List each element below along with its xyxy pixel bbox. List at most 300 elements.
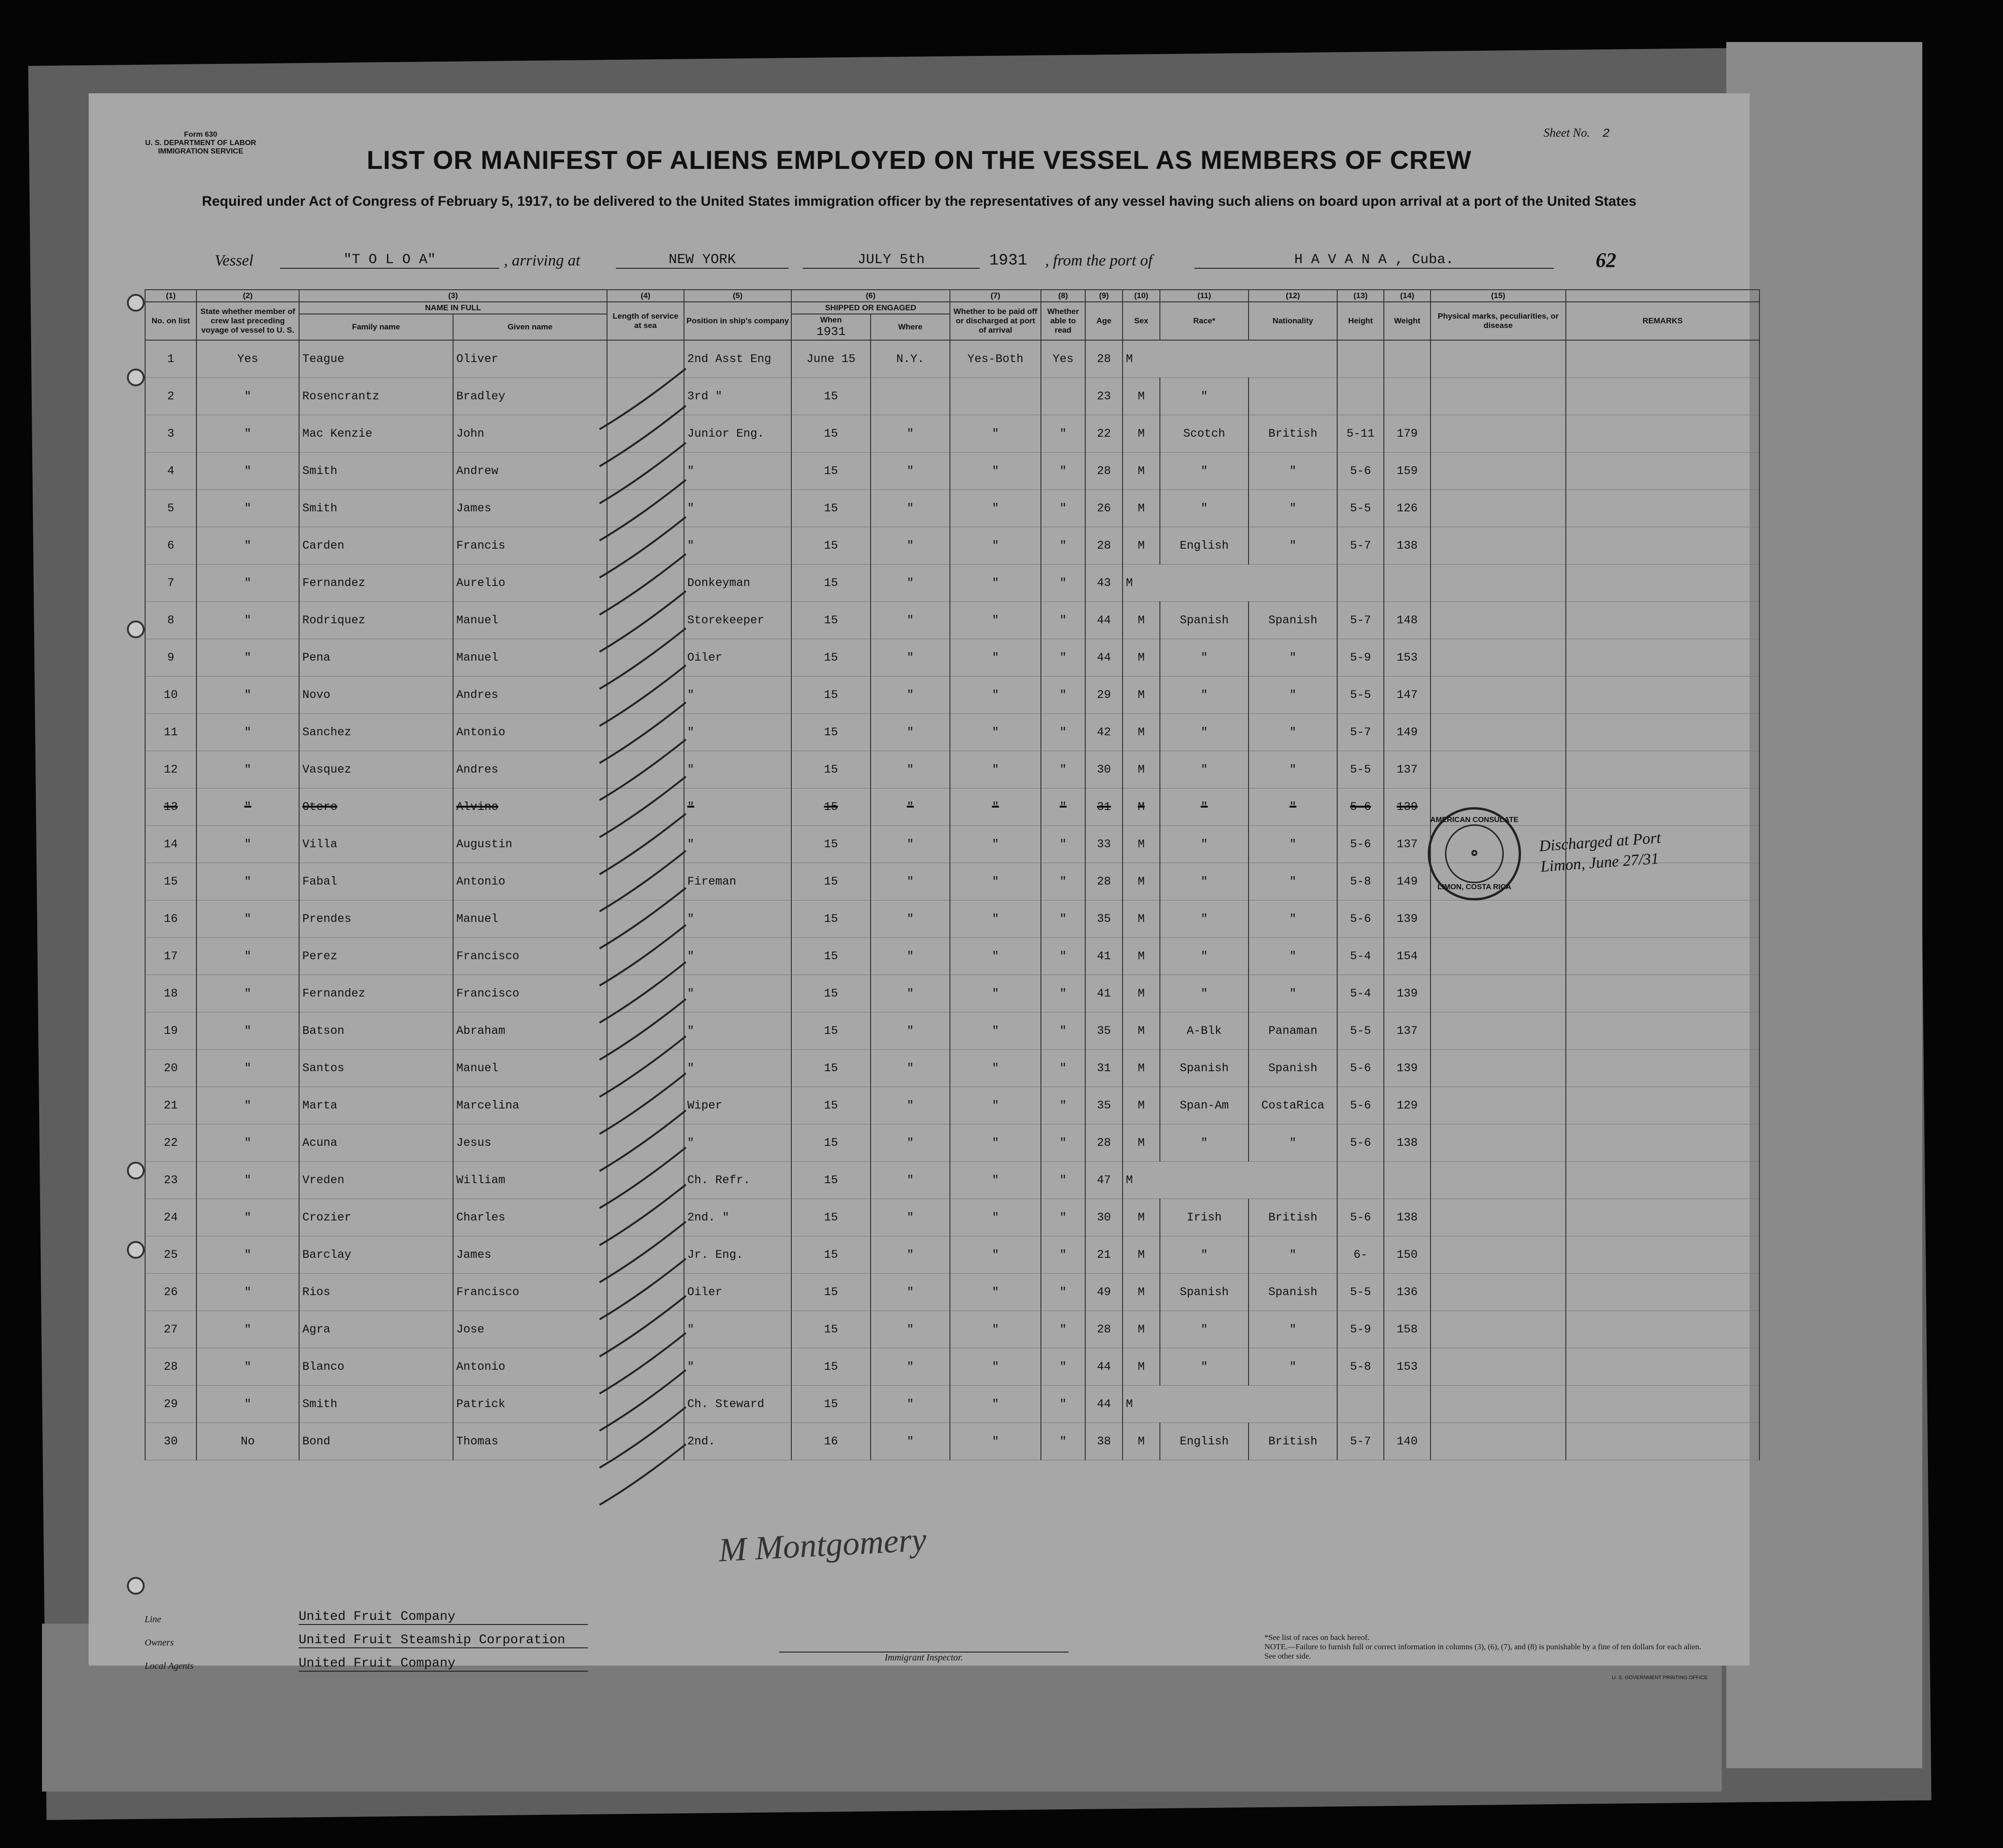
table-row bbox=[145, 975, 1759, 1012]
cell-last-voyage: " bbox=[196, 1274, 299, 1311]
cell-when: 15 bbox=[791, 975, 871, 1012]
cell-physical-marks bbox=[1431, 340, 1566, 378]
signature: M Montgomery bbox=[718, 1520, 928, 1569]
cell-height: 5-6 bbox=[1337, 453, 1384, 490]
cell-remarks bbox=[1566, 714, 1759, 751]
cell-age: 44 bbox=[1085, 1348, 1123, 1386]
cell-paid-off: " bbox=[950, 714, 1041, 751]
cell-able-to-read: " bbox=[1041, 714, 1085, 751]
cell-when: 15 bbox=[791, 1348, 871, 1386]
cell-length-of-service bbox=[607, 826, 684, 863]
cell-height: 5-9 bbox=[1337, 639, 1384, 676]
cell-paid-off: " bbox=[950, 639, 1041, 676]
cell-remarks bbox=[1566, 565, 1759, 602]
cell-age: 49 bbox=[1085, 1274, 1123, 1311]
binder-hole-icon bbox=[127, 294, 145, 312]
cell-family-name: Novo bbox=[299, 676, 453, 714]
cell-when: 15 bbox=[791, 676, 871, 714]
cell-when: 15 bbox=[791, 1386, 871, 1423]
cell-where: " bbox=[871, 453, 950, 490]
cell-paid-off: " bbox=[950, 751, 1041, 788]
vessel-line bbox=[215, 249, 1708, 275]
cell-physical-marks bbox=[1431, 676, 1566, 714]
cell-height bbox=[1337, 1162, 1384, 1199]
cell-position: " bbox=[684, 788, 791, 826]
cell-height: 5-9 bbox=[1337, 1311, 1384, 1348]
cell-remarks bbox=[1566, 527, 1759, 565]
cell-sex: M bbox=[1123, 714, 1160, 751]
cell-given-name: Francisco bbox=[453, 1274, 607, 1311]
cell-weight: 153 bbox=[1384, 639, 1431, 676]
cell-weight: 147 bbox=[1384, 676, 1431, 714]
cell-given-name: William bbox=[453, 1162, 607, 1199]
binder-hole-icon bbox=[127, 1241, 145, 1259]
cell-physical-marks bbox=[1431, 1311, 1566, 1348]
cell-weight: 149 bbox=[1384, 863, 1431, 900]
table-row bbox=[145, 938, 1759, 975]
cell-family-name: Otero bbox=[299, 788, 453, 826]
cell-nationality bbox=[1249, 378, 1337, 415]
cell-when: 15 bbox=[791, 453, 871, 490]
cell-no: 14 bbox=[145, 826, 196, 863]
cell-physical-marks bbox=[1431, 415, 1566, 453]
table-row bbox=[145, 1386, 1759, 1423]
cell-last-voyage: " bbox=[196, 863, 299, 900]
printer-mark: U. S. GOVERNMENT PRINTING OFFICE bbox=[1612, 1675, 1708, 1681]
cell-last-voyage: Yes bbox=[196, 340, 299, 378]
cell-race: " bbox=[1160, 900, 1249, 938]
cell-sex: M bbox=[1123, 826, 1160, 863]
from-label: , from the port of bbox=[1045, 252, 1153, 269]
cell-given-name: Manuel bbox=[453, 639, 607, 676]
handwritten-annotation: Discharged at Port Limon, June 27/31 bbox=[1538, 829, 1661, 876]
stamp-text: AMERICAN CONSULATE bbox=[1430, 816, 1519, 824]
cell-sex: M bbox=[1123, 676, 1160, 714]
cell-race: Spanish bbox=[1160, 1274, 1249, 1311]
cell-when: 15 bbox=[791, 1162, 871, 1199]
cell-no: 24 bbox=[145, 1199, 196, 1236]
cell-given-name: Oliver bbox=[453, 340, 607, 378]
cell-able-to-read: " bbox=[1041, 900, 1085, 938]
cell-where: N.Y. bbox=[871, 340, 950, 378]
col-num bbox=[1566, 290, 1759, 302]
col-num: (5) bbox=[684, 290, 791, 302]
cell-family-name: Blanco bbox=[299, 1348, 453, 1386]
sheet-number bbox=[1543, 126, 1610, 140]
cell-where: " bbox=[871, 1162, 950, 1199]
arrival-year: 1931 bbox=[989, 252, 1027, 270]
cell-last-voyage: " bbox=[196, 639, 299, 676]
cell-sex: M bbox=[1123, 1274, 1160, 1311]
cell-weight: 139 bbox=[1384, 788, 1431, 826]
cell-where: " bbox=[871, 1274, 950, 1311]
cell-where: " bbox=[871, 1124, 950, 1162]
cell-length-of-service bbox=[607, 1124, 684, 1162]
cell-length-of-service bbox=[607, 1348, 684, 1386]
cell-height: 5-8 bbox=[1337, 1348, 1384, 1386]
col-num: (9) bbox=[1085, 290, 1123, 302]
cell-nationality: " bbox=[1249, 938, 1337, 975]
cell-last-voyage: " bbox=[196, 1087, 299, 1124]
cell-able-to-read: " bbox=[1041, 1162, 1085, 1199]
table-row bbox=[145, 1311, 1759, 1348]
cell-physical-marks bbox=[1431, 453, 1566, 490]
cell-paid-off: " bbox=[950, 453, 1041, 490]
when-label: When bbox=[820, 315, 842, 324]
cell-last-voyage: " bbox=[196, 751, 299, 788]
cell-sex: M bbox=[1123, 1348, 1160, 1386]
cell-given-name: Jose bbox=[453, 1311, 607, 1348]
cell-no: 15 bbox=[145, 863, 196, 900]
cell-race: " bbox=[1160, 1311, 1249, 1348]
cell-position: " bbox=[684, 490, 791, 527]
cell-physical-marks bbox=[1431, 1162, 1566, 1199]
cell-physical-marks bbox=[1431, 975, 1566, 1012]
cell-family-name: Fernandez bbox=[299, 975, 453, 1012]
cell-able-to-read: " bbox=[1041, 490, 1085, 527]
cell-sex: M bbox=[1123, 1311, 1160, 1348]
cell-height: 5-8 bbox=[1337, 863, 1384, 900]
cell-paid-off: " bbox=[950, 975, 1041, 1012]
cell-race: " bbox=[1160, 676, 1249, 714]
cell-when: 15 bbox=[791, 826, 871, 863]
cell-race: English bbox=[1160, 527, 1249, 565]
cell-remarks bbox=[1566, 1050, 1759, 1087]
col-num: (10) bbox=[1123, 290, 1160, 302]
header-where: Where bbox=[871, 314, 950, 340]
cell-age: 43 bbox=[1085, 565, 1123, 602]
cell-physical-marks bbox=[1431, 565, 1566, 602]
cell-race: " bbox=[1160, 938, 1249, 975]
cell-weight: 139 bbox=[1384, 975, 1431, 1012]
header-sex: Sex bbox=[1123, 302, 1160, 340]
cell-when: 15 bbox=[791, 490, 871, 527]
cell-sex: M bbox=[1123, 602, 1160, 639]
cell-given-name: Manuel bbox=[453, 1050, 607, 1087]
table-row bbox=[145, 415, 1759, 453]
cell-height bbox=[1337, 1386, 1384, 1423]
cell-sex: M bbox=[1123, 1162, 1337, 1199]
cell-no: 19 bbox=[145, 1012, 196, 1050]
cell-no: 30 bbox=[145, 1423, 196, 1460]
cell-last-voyage: " bbox=[196, 1012, 299, 1050]
cell-weight: 158 bbox=[1384, 1311, 1431, 1348]
cell-able-to-read: " bbox=[1041, 938, 1085, 975]
cell-paid-off: " bbox=[950, 1311, 1041, 1348]
cell-sex: M bbox=[1123, 1087, 1160, 1124]
cell-family-name: Santos bbox=[299, 1050, 453, 1087]
cell-nationality: " bbox=[1249, 788, 1337, 826]
cell-family-name: Rios bbox=[299, 1274, 453, 1311]
cell-race: English bbox=[1160, 1423, 1249, 1460]
binder-hole-icon bbox=[127, 369, 145, 386]
cell-paid-off: " bbox=[950, 863, 1041, 900]
cell-when: 15 bbox=[791, 751, 871, 788]
cell-family-name: Bond bbox=[299, 1423, 453, 1460]
col-num: (14) bbox=[1384, 290, 1431, 302]
from-port: H A V A N A , Cuba. bbox=[1194, 252, 1554, 269]
cell-given-name: Alvino bbox=[453, 788, 607, 826]
cell-where: " bbox=[871, 490, 950, 527]
cell-where: " bbox=[871, 676, 950, 714]
crew-table-body bbox=[145, 340, 1759, 1460]
header-paid-off: Whether to be paid off or discharged at port of arrival bbox=[950, 302, 1041, 340]
cell-paid-off: " bbox=[950, 1423, 1041, 1460]
cell-able-to-read: Yes bbox=[1041, 340, 1085, 378]
cell-race: " bbox=[1160, 975, 1249, 1012]
cell-last-voyage: " bbox=[196, 1162, 299, 1199]
cell-no: 20 bbox=[145, 1050, 196, 1087]
cell-sex: M bbox=[1123, 863, 1160, 900]
cell-weight: 179 bbox=[1384, 415, 1431, 453]
cell-given-name: Francis bbox=[453, 527, 607, 565]
footer-note bbox=[1264, 1633, 1712, 1661]
cell-position: " bbox=[684, 1124, 791, 1162]
arrival-port: NEW YORK bbox=[616, 252, 789, 269]
cell-paid-off: " bbox=[950, 602, 1041, 639]
cell-given-name: James bbox=[453, 490, 607, 527]
cell-age: 35 bbox=[1085, 900, 1123, 938]
cell-able-to-read: " bbox=[1041, 565, 1085, 602]
cell-weight: 138 bbox=[1384, 1124, 1431, 1162]
table-row bbox=[145, 602, 1759, 639]
cell-when: 15 bbox=[791, 1274, 871, 1311]
cell-no: 9 bbox=[145, 639, 196, 676]
cell-length-of-service bbox=[607, 378, 684, 415]
owners-value: United Fruit Steamship Corporation bbox=[299, 1633, 588, 1648]
cell-paid-off: " bbox=[950, 565, 1041, 602]
table-row bbox=[145, 490, 1759, 527]
cell-age: 44 bbox=[1085, 639, 1123, 676]
cell-position: Storekeeper bbox=[684, 602, 791, 639]
cell-able-to-read: " bbox=[1041, 1050, 1085, 1087]
cell-position: " bbox=[684, 676, 791, 714]
cell-height: 5-6 bbox=[1337, 1087, 1384, 1124]
cell-remarks bbox=[1566, 490, 1759, 527]
cell-position: Junior Eng. bbox=[684, 415, 791, 453]
cell-able-to-read: " bbox=[1041, 1199, 1085, 1236]
cell-paid-off: " bbox=[950, 1162, 1041, 1199]
cell-last-voyage: " bbox=[196, 415, 299, 453]
cell-weight: 138 bbox=[1384, 1199, 1431, 1236]
cell-given-name: Bradley bbox=[453, 378, 607, 415]
cell-race: " bbox=[1160, 714, 1249, 751]
cell-weight: 149 bbox=[1384, 714, 1431, 751]
header-given-name: Given name bbox=[453, 314, 607, 340]
cell-length-of-service bbox=[607, 565, 684, 602]
table-row bbox=[145, 1274, 1759, 1311]
cell-age: 31 bbox=[1085, 788, 1123, 826]
stamp-place: LIMON, COSTA RICA bbox=[1437, 883, 1512, 891]
cell-weight: 126 bbox=[1384, 490, 1431, 527]
table-row bbox=[145, 340, 1759, 378]
cell-family-name: Rosencrantz bbox=[299, 378, 453, 415]
cell-no: 16 bbox=[145, 900, 196, 938]
cell-physical-marks bbox=[1431, 639, 1566, 676]
cell-sex: M bbox=[1123, 1199, 1160, 1236]
sheet-value: 2 bbox=[1602, 126, 1610, 140]
cell-given-name: Andres bbox=[453, 751, 607, 788]
cell-where: " bbox=[871, 527, 950, 565]
header-weight: Weight bbox=[1384, 302, 1431, 340]
cell-family-name: Rodriquez bbox=[299, 602, 453, 639]
cell-weight: 154 bbox=[1384, 938, 1431, 975]
cell-race: " bbox=[1160, 751, 1249, 788]
cell-height: 5-4 bbox=[1337, 938, 1384, 975]
cell-family-name: Barclay bbox=[299, 1236, 453, 1274]
col-num: (7) bbox=[950, 290, 1041, 302]
cell-paid-off: " bbox=[950, 900, 1041, 938]
vessel-name: "T O L O A" bbox=[280, 252, 499, 269]
cell-nationality: " bbox=[1249, 900, 1337, 938]
cell-where: " bbox=[871, 565, 950, 602]
owners-label: Owners bbox=[145, 1638, 174, 1648]
cell-family-name: Crozier bbox=[299, 1199, 453, 1236]
document-subtitle: Required under Act of Congress of February 5, 1917, to be delivered to the United States immigration officer by the representatives of any vessel having such aliens on board upon arrival at a port of the United States bbox=[202, 194, 1637, 209]
cell-age: 35 bbox=[1085, 1012, 1123, 1050]
cell-physical-marks bbox=[1431, 938, 1566, 975]
cell-no: 11 bbox=[145, 714, 196, 751]
cell-where: " bbox=[871, 714, 950, 751]
cell-last-voyage: " bbox=[196, 1348, 299, 1386]
races-note: *See list of races on back hereof. bbox=[1264, 1633, 1370, 1642]
cell-sex: M bbox=[1123, 490, 1160, 527]
cell-remarks bbox=[1566, 453, 1759, 490]
cell-last-voyage: " bbox=[196, 900, 299, 938]
arrival-date: JULY 5th bbox=[803, 252, 980, 269]
cell-able-to-read: " bbox=[1041, 453, 1085, 490]
cell-no: 25 bbox=[145, 1236, 196, 1274]
cell-weight bbox=[1384, 340, 1431, 378]
cell-where: " bbox=[871, 975, 950, 1012]
cell-remarks bbox=[1566, 378, 1759, 415]
cell-age: 41 bbox=[1085, 975, 1123, 1012]
cell-no: 6 bbox=[145, 527, 196, 565]
table-row bbox=[145, 527, 1759, 565]
cell-age: 28 bbox=[1085, 1311, 1123, 1348]
cell-last-voyage: " bbox=[196, 490, 299, 527]
cell-nationality: British bbox=[1249, 1423, 1337, 1460]
cell-no: 12 bbox=[145, 751, 196, 788]
cell-when: 15 bbox=[791, 378, 871, 415]
cell-race: " bbox=[1160, 826, 1249, 863]
table-row bbox=[145, 751, 1759, 788]
cell-remarks bbox=[1566, 751, 1759, 788]
cell-position: Oiler bbox=[684, 1274, 791, 1311]
col-num: (13) bbox=[1337, 290, 1384, 302]
cell-position: 3rd " bbox=[684, 378, 791, 415]
cell-age: 41 bbox=[1085, 938, 1123, 975]
cell-where: " bbox=[871, 602, 950, 639]
cell-length-of-service bbox=[607, 714, 684, 751]
cell-length-of-service bbox=[607, 453, 684, 490]
cell-sex: M bbox=[1123, 1386, 1337, 1423]
cell-when: 15 bbox=[791, 1087, 871, 1124]
cell-paid-off: " bbox=[950, 1199, 1041, 1236]
cell-nationality: " bbox=[1249, 1348, 1337, 1386]
cell-when: 15 bbox=[791, 1124, 871, 1162]
cell-last-voyage: " bbox=[196, 453, 299, 490]
cell-race: Spanish bbox=[1160, 1050, 1249, 1087]
cell-remarks bbox=[1566, 1386, 1759, 1423]
cell-given-name: Manuel bbox=[453, 602, 607, 639]
cell-able-to-read: " bbox=[1041, 602, 1085, 639]
cell-height: 5-5 bbox=[1337, 676, 1384, 714]
cell-no: 13 bbox=[145, 788, 196, 826]
cell-race: " bbox=[1160, 490, 1249, 527]
cell-physical-marks bbox=[1431, 714, 1566, 751]
cell-when: 15 bbox=[791, 714, 871, 751]
cell-weight: 138 bbox=[1384, 527, 1431, 565]
cell-remarks bbox=[1566, 1236, 1759, 1274]
cell-where: " bbox=[871, 1348, 950, 1386]
cell-given-name: John bbox=[453, 415, 607, 453]
cell-position: 2nd Asst Eng bbox=[684, 340, 791, 378]
cell-length-of-service bbox=[607, 602, 684, 639]
cell-last-voyage: " bbox=[196, 975, 299, 1012]
table-row bbox=[145, 1050, 1759, 1087]
cell-height: 5-7 bbox=[1337, 527, 1384, 565]
col-num: (11) bbox=[1160, 290, 1249, 302]
col-num: (12) bbox=[1249, 290, 1337, 302]
cell-age: 38 bbox=[1085, 1423, 1123, 1460]
header-when bbox=[791, 314, 871, 340]
cell-sex: M bbox=[1123, 1012, 1160, 1050]
table-row bbox=[145, 714, 1759, 751]
cell-nationality: " bbox=[1249, 676, 1337, 714]
cell-race: Scotch bbox=[1160, 415, 1249, 453]
cell-family-name: Prendes bbox=[299, 900, 453, 938]
cell-able-to-read: " bbox=[1041, 676, 1085, 714]
cell-age: 30 bbox=[1085, 1199, 1123, 1236]
cell-able-to-read: " bbox=[1041, 527, 1085, 565]
cell-age: 29 bbox=[1085, 676, 1123, 714]
cell-age: 31 bbox=[1085, 1050, 1123, 1087]
cell-family-name: Sanchez bbox=[299, 714, 453, 751]
cell-race: " bbox=[1160, 788, 1249, 826]
cell-sex: M bbox=[1123, 639, 1160, 676]
cell-when: 15 bbox=[791, 938, 871, 975]
cell-length-of-service bbox=[607, 1199, 684, 1236]
cell-height: 5-6 bbox=[1337, 788, 1384, 826]
cell-when: 16 bbox=[791, 1423, 871, 1460]
cell-where: " bbox=[871, 1050, 950, 1087]
cell-height: 5-6 bbox=[1337, 900, 1384, 938]
cell-nationality: Spanish bbox=[1249, 1050, 1337, 1087]
col-num: (3) bbox=[299, 290, 607, 302]
cell-position: 2nd. " bbox=[684, 1199, 791, 1236]
cell-height: 5-7 bbox=[1337, 714, 1384, 751]
cell-race: Irish bbox=[1160, 1199, 1249, 1236]
cell-age: 35 bbox=[1085, 1087, 1123, 1124]
cell-when: 15 bbox=[791, 788, 871, 826]
cell-age: 23 bbox=[1085, 378, 1123, 415]
cell-height bbox=[1337, 340, 1384, 378]
cell-when: 15 bbox=[791, 415, 871, 453]
cell-able-to-read: " bbox=[1041, 788, 1085, 826]
table-row bbox=[145, 1348, 1759, 1386]
cell-physical-marks bbox=[1431, 1386, 1566, 1423]
col-num: (4) bbox=[607, 290, 684, 302]
cell-race: " bbox=[1160, 378, 1249, 415]
penalty-note: NOTE.—Failure to furnish full or correct information in columns (3), (6), (7), and (8) is punishable by a fine of ten dollars for each alien. See other side. bbox=[1264, 1642, 1702, 1660]
cell-length-of-service bbox=[607, 639, 684, 676]
stamp-seal-icon: ✪ bbox=[1445, 824, 1504, 883]
cell-length-of-service bbox=[607, 975, 684, 1012]
cell-nationality: British bbox=[1249, 1199, 1337, 1236]
cell-sex: M bbox=[1123, 527, 1160, 565]
cell-when: 15 bbox=[791, 1311, 871, 1348]
